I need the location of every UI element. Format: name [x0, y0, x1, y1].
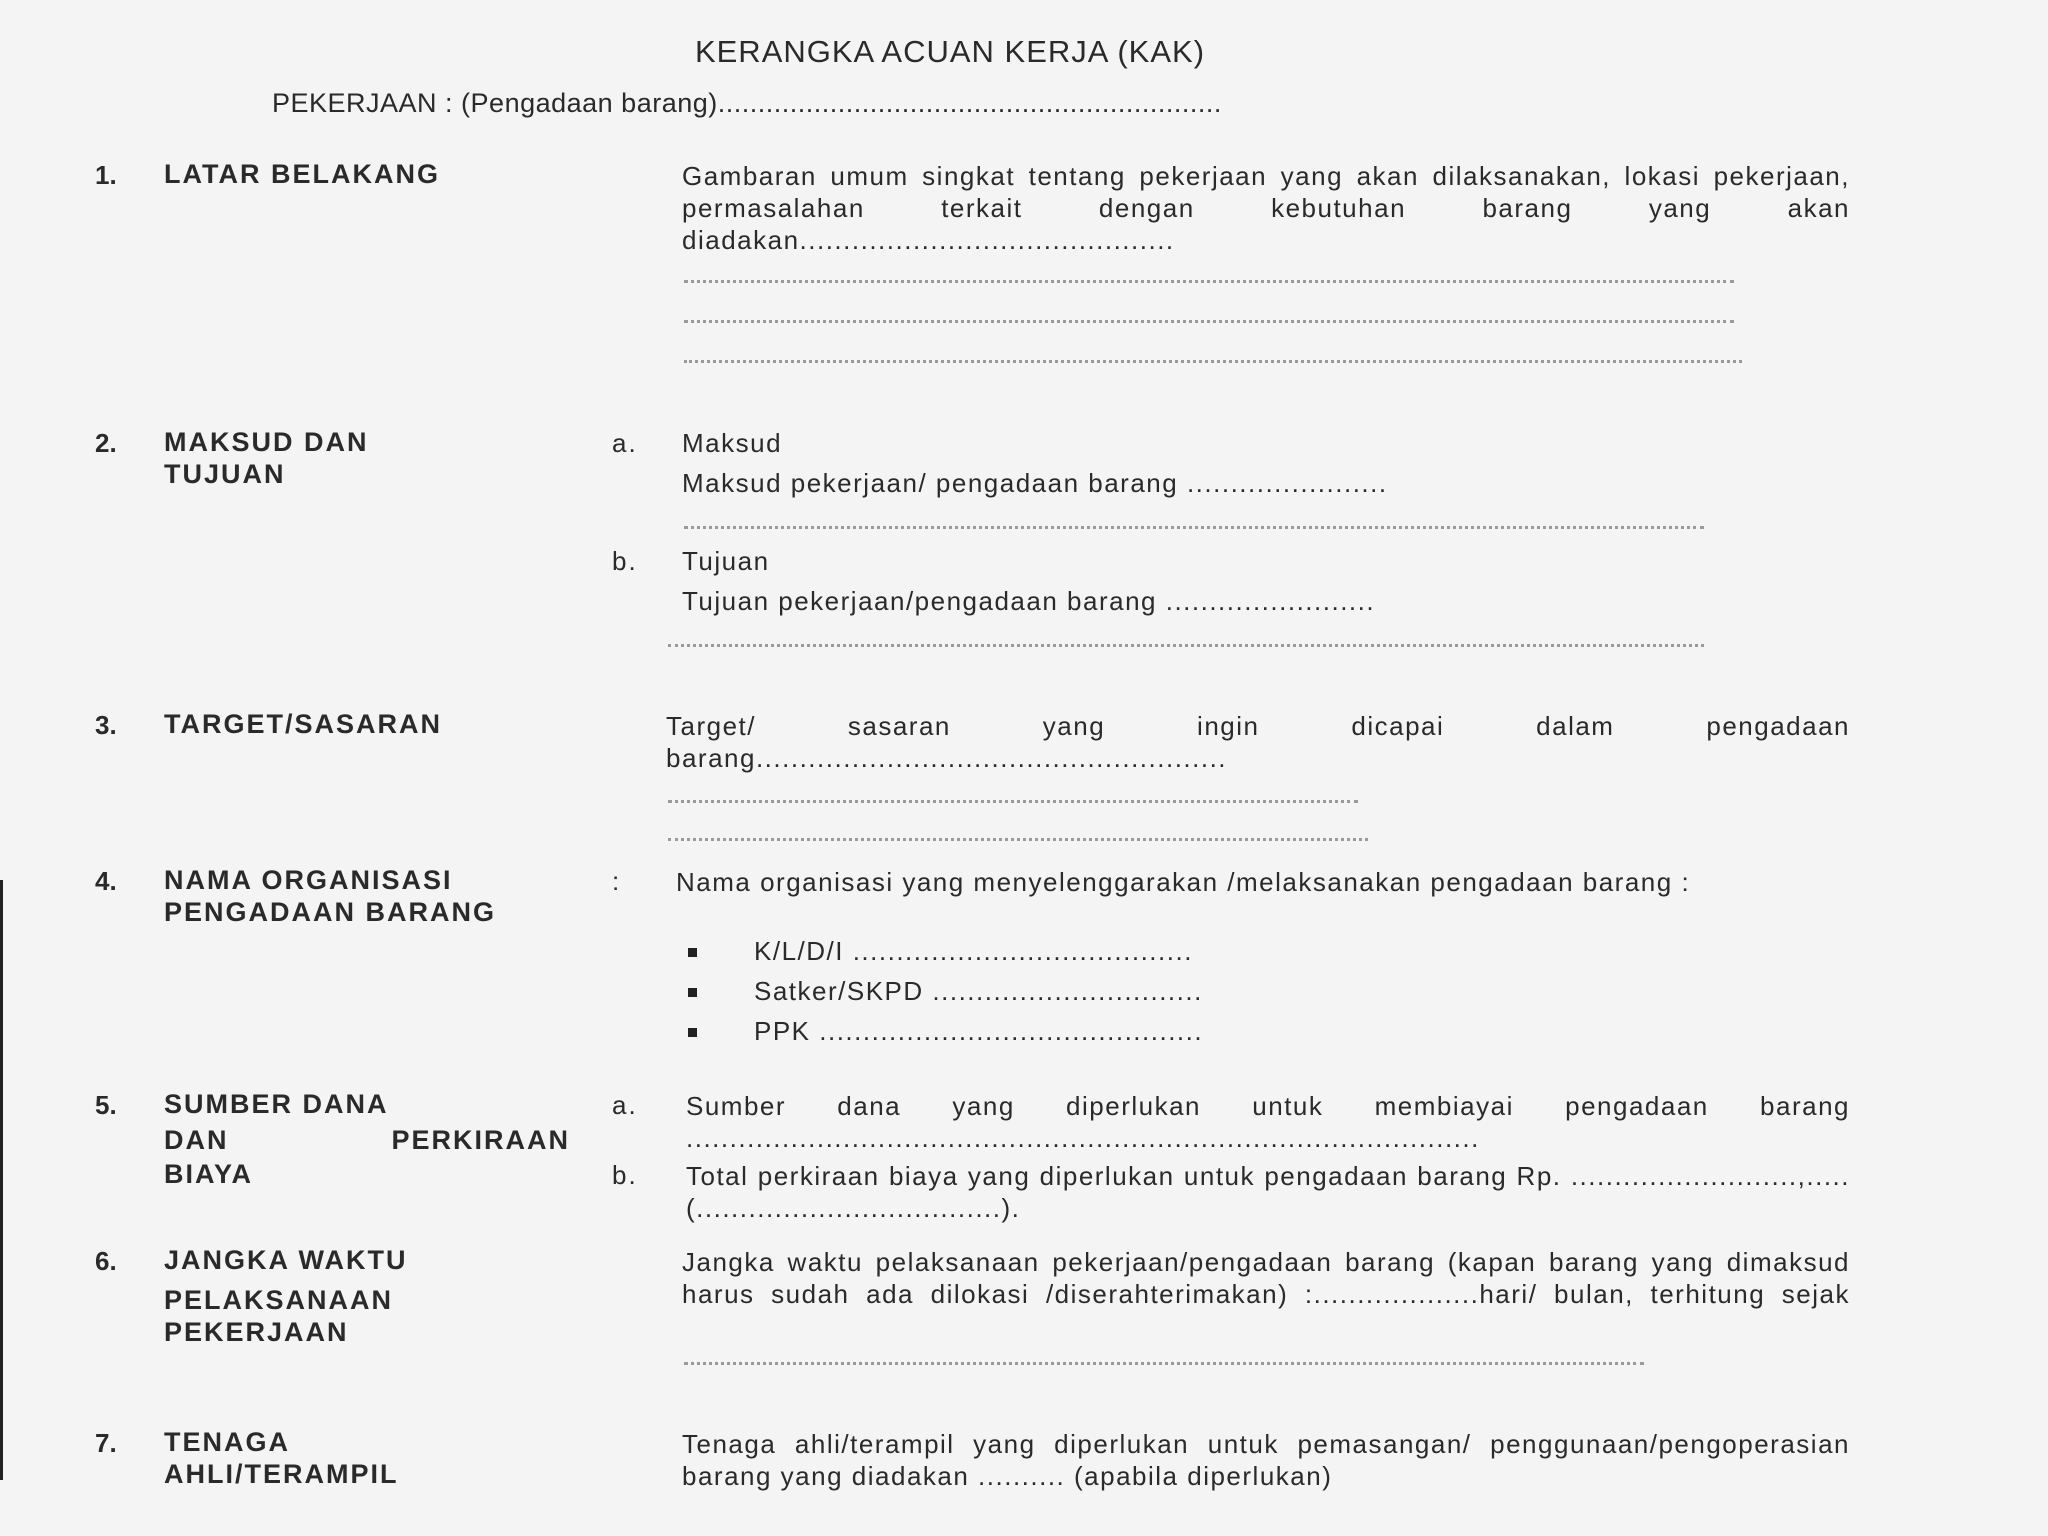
section-1-number: 1.: [95, 160, 117, 190]
document-title: KERANGKA ACUAN KERJA (KAK): [694, 34, 1206, 69]
fill-line: [684, 1362, 1644, 1365]
fill-line: [668, 838, 1368, 841]
section-7-number: 7.: [95, 1428, 117, 1458]
fill-line: [684, 526, 1704, 529]
fill-line: [668, 800, 1358, 803]
section-4-text: Nama organisasi yang menyelenggarakan /melaksanakan pengadaan barang :: [676, 867, 1691, 897]
section-3-number: 3.: [95, 710, 117, 740]
section-5a-text: Sumber dana yang diperlukan untuk membiayai pengadaan barang ...........................................................................................: [686, 1091, 1850, 1153]
section-6-heading-line3: PEKERJAAN: [164, 1317, 349, 1347]
section-3-text: Target/ sasaran yang ingin dicapai dalam pengadaan barang......................................................: [666, 711, 1850, 773]
section-2b-letter: b.: [612, 546, 638, 576]
fill-line: [684, 280, 1734, 283]
section-2a-text: Maksud pekerjaan/ pengadaan barang .......................: [682, 468, 1388, 498]
fill-line: [684, 360, 1742, 363]
section-4-item-satker: Satker/SKPD ...............................: [754, 976, 1203, 1006]
section-4-item-ppk: PPK ............................................: [754, 1016, 1204, 1046]
section-4-heading: NAMA ORGANISASI PENGADAAN BARANG: [164, 865, 497, 927]
section-1-heading: LATAR BELAKANG: [164, 159, 440, 189]
section-2b-text: Tujuan pekerjaan/pengadaan barang ........................: [682, 586, 1376, 616]
section-2a-letter: a.: [612, 428, 638, 458]
section-7-heading: TENAGA AHLI/TERAMPIL: [164, 1427, 399, 1489]
section-4-colon: :: [612, 866, 620, 896]
section-2-heading: MAKSUD DAN TUJUAN: [164, 427, 369, 489]
section-6-heading-line2: PELAKSANAAN: [164, 1285, 394, 1315]
section-6-heading-line1: JANGKA WAKTU: [164, 1245, 408, 1275]
section-6-text: Jangka waktu pelaksanaan pekerjaan/pengadaan barang (kapan barang yang dimaksud harus sudah ada dilokasi /diserahterimakan) :...................hari/ bulan, terhitung sejak: [682, 1247, 1850, 1309]
bullet-icon: [688, 1028, 697, 1037]
section-6-number: 6.: [95, 1246, 117, 1276]
section-2b-title: Tujuan: [682, 546, 770, 576]
fill-line: [684, 320, 1734, 323]
section-4-item-kldi: K/L/D/I .......................................: [754, 936, 1193, 966]
left-page-edge: [0, 880, 3, 1480]
section-5-heading-line1: SUMBER DANA: [164, 1089, 389, 1119]
section-3-heading: TARGET/SASARAN: [164, 709, 443, 739]
section-5-heading-line3: BIAYA: [164, 1159, 254, 1189]
fill-line: [668, 644, 1704, 647]
section-5-heading-line2: DAN PERKIRAAN: [164, 1125, 570, 1155]
bullet-icon: [688, 948, 697, 957]
section-1-text: Gambaran umum singkat tentang pekerjaan yang akan dilaksanakan, lokasi pekerjaan, permasalahan terkait dengan kebutuhan barang yang akan diadakan...........................................: [682, 161, 1850, 255]
section-2a-title: Maksud: [682, 428, 783, 458]
section-2-number: 2.: [95, 428, 117, 458]
section-5a-letter: a.: [612, 1090, 638, 1120]
section-5b-text: Total perkiraan biaya yang diperlukan untuk pengadaan barang Rp. ..........................,.....(...................................).: [686, 1161, 1850, 1223]
section-4-number: 4.: [95, 866, 117, 896]
section-5-number: 5.: [95, 1090, 117, 1120]
section-5b-letter: b.: [612, 1160, 638, 1190]
section-7-text: Tenaga ahli/terampil yang diperlukan untuk pemasangan/ penggunaan/pengoperasian barang yang diadakan .......... (apabila diperlukan): [682, 1429, 1850, 1491]
pekerjaan-line: PEKERJAAN : (Pengadaan barang)...............................................................: [272, 88, 1222, 118]
bullet-icon: [688, 988, 697, 997]
